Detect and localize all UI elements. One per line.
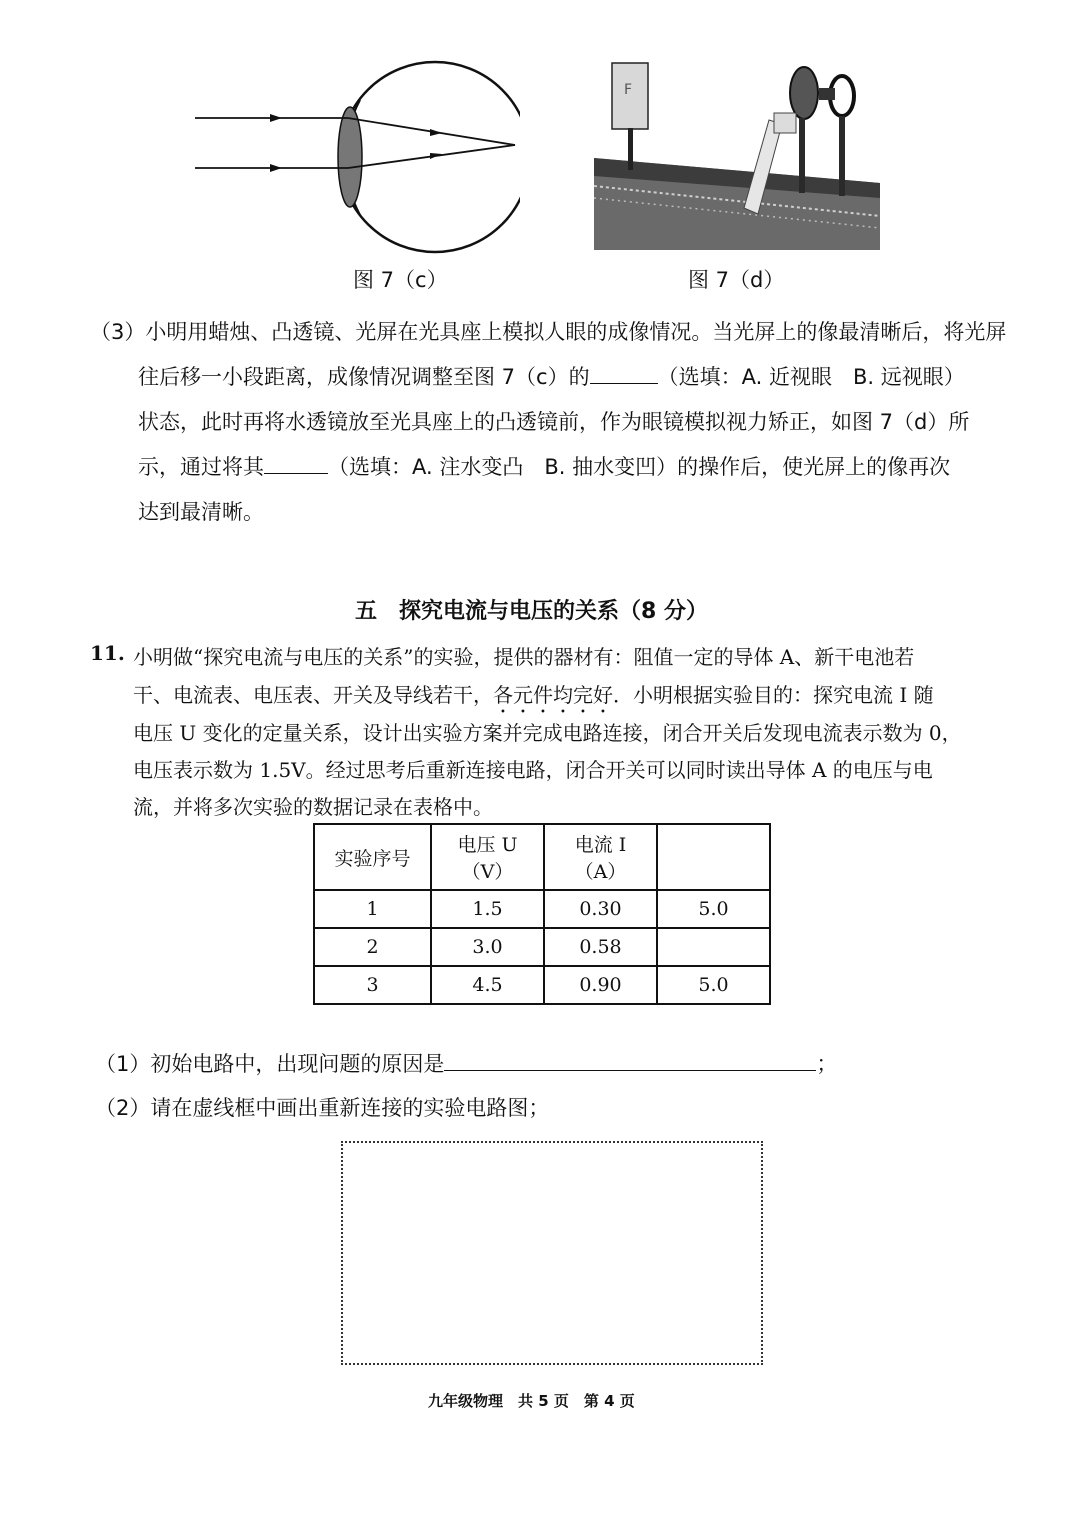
- sub-question-2: （2）请在虚线框中画出重新连接的实验电路图；: [95, 1096, 550, 1120]
- answer-blank-eye-type[interactable]: [590, 361, 658, 384]
- svg-text:F: F: [624, 82, 633, 98]
- sub-question-1: [95, 1042, 837, 1087]
- q3-line-4-text-a: 示，通过将其: [138, 455, 264, 479]
- q11-line-2-text-a: 干、电流表、电压表、开关及导线若干，: [133, 683, 493, 707]
- header-current: 电流 I: [574, 834, 627, 856]
- table-header-cell: [544, 824, 657, 890]
- figure-7d-caption: 图 7（d）: [688, 268, 785, 292]
- q11-line-2-text-b: ．小明根据实验目的：探究电流 I 随: [613, 683, 934, 707]
- table-cell-blank[interactable]: [657, 928, 770, 966]
- q11-emphasis-text: 各元件均完好: [493, 683, 613, 707]
- table-header-cell: [431, 824, 544, 890]
- table-cell: 5.0: [657, 890, 770, 928]
- eye-diagram-figure: [190, 50, 520, 260]
- sub-q1-text: （1）初始电路中，出现问题的原因是: [95, 1052, 445, 1076]
- q11-number: 11.: [90, 641, 125, 665]
- table-cell: 0.90: [544, 966, 657, 1004]
- circuit-drawing-box[interactable]: [341, 1141, 763, 1365]
- eye-lens: [338, 107, 362, 207]
- q3-line-2-text-b: （选填：A. 近视眼 B. 远视眼）: [657, 365, 965, 389]
- header-voltage-unit: （V）: [461, 861, 514, 883]
- table-header-row: [314, 824, 770, 890]
- q11-line-3: 电压 U 变化的定量关系，设计出实验方案并完成电路连接，闭合开关后发现电流表示数为 0，: [133, 721, 962, 745]
- q11-line-2: [133, 679, 934, 718]
- header-voltage: 电压 U: [457, 834, 518, 856]
- table-cell: 4.5: [431, 966, 544, 1004]
- q3-line-2: [138, 355, 965, 400]
- table-header-cell: [314, 824, 431, 890]
- q11-line-5: 流，并将多次实验的数据记录在表格中。: [133, 795, 493, 819]
- table-cell: 0.30: [544, 890, 657, 928]
- header-trial-number: 实验序号: [334, 847, 411, 870]
- table-cell: 2: [314, 928, 431, 966]
- table-row: [314, 890, 770, 928]
- q3-line-1: （3）小明用蜡烛、凸透镜、光屏在光具座上模拟人眼的成像情况。当光屏上的像最清晰后，将光屏: [90, 320, 1007, 344]
- table-cell: 3.0: [431, 928, 544, 966]
- q3-line-4-text-b: （选填：A. 注水变凸 B. 抽水变凹）的操作后，使光屏上的像再次: [328, 455, 951, 479]
- q3-line-4: [138, 445, 950, 490]
- table-cell: 5.0: [657, 966, 770, 1004]
- optical-bench-photo: [594, 58, 880, 250]
- experiment-data-table: [313, 823, 771, 1005]
- figure-7c-caption: 图 7（c）: [353, 268, 448, 292]
- q3-line-5: 达到最清晰。: [138, 500, 264, 524]
- table-cell: 3: [314, 966, 431, 1004]
- answer-blank-lens-operation[interactable]: [264, 451, 328, 474]
- header-current-unit: （A）: [574, 861, 627, 883]
- table-cell: 0.58: [544, 928, 657, 966]
- table-cell: 1.5: [431, 890, 544, 928]
- table-cell: 1: [314, 890, 431, 928]
- answer-blank-cause[interactable]: [444, 1048, 816, 1071]
- q11-line-1: 小明做“探究电流与电压的关系”的实验，提供的器材有：阻值一定的导体 A、新干电池若: [133, 645, 915, 669]
- table-row: [314, 928, 770, 966]
- q3-line-2-text-a: 往后移一小段距离，成像情况调整至图 7（c）的: [138, 365, 590, 389]
- sub-q1-end: ；: [816, 1052, 838, 1076]
- table-header-cell-empty[interactable]: [657, 824, 770, 890]
- q11-line-4: 电压表示数为 1.5V。经过思考后重新连接电路，闭合开关可以同时读出导体 A 的电压与电: [133, 758, 933, 782]
- section-title: 五 探究电流与电压的关系（8 分）: [355, 599, 708, 624]
- q3-line-3: 状态，此时再将水透镜放至光具座上的凸透镜前，作为眼镜模拟视力矫正，如图 7（d）所: [138, 410, 970, 434]
- page-footer: 九年级物理 共 5 页 第 4 页: [428, 1392, 635, 1410]
- table-row: [314, 966, 770, 1004]
